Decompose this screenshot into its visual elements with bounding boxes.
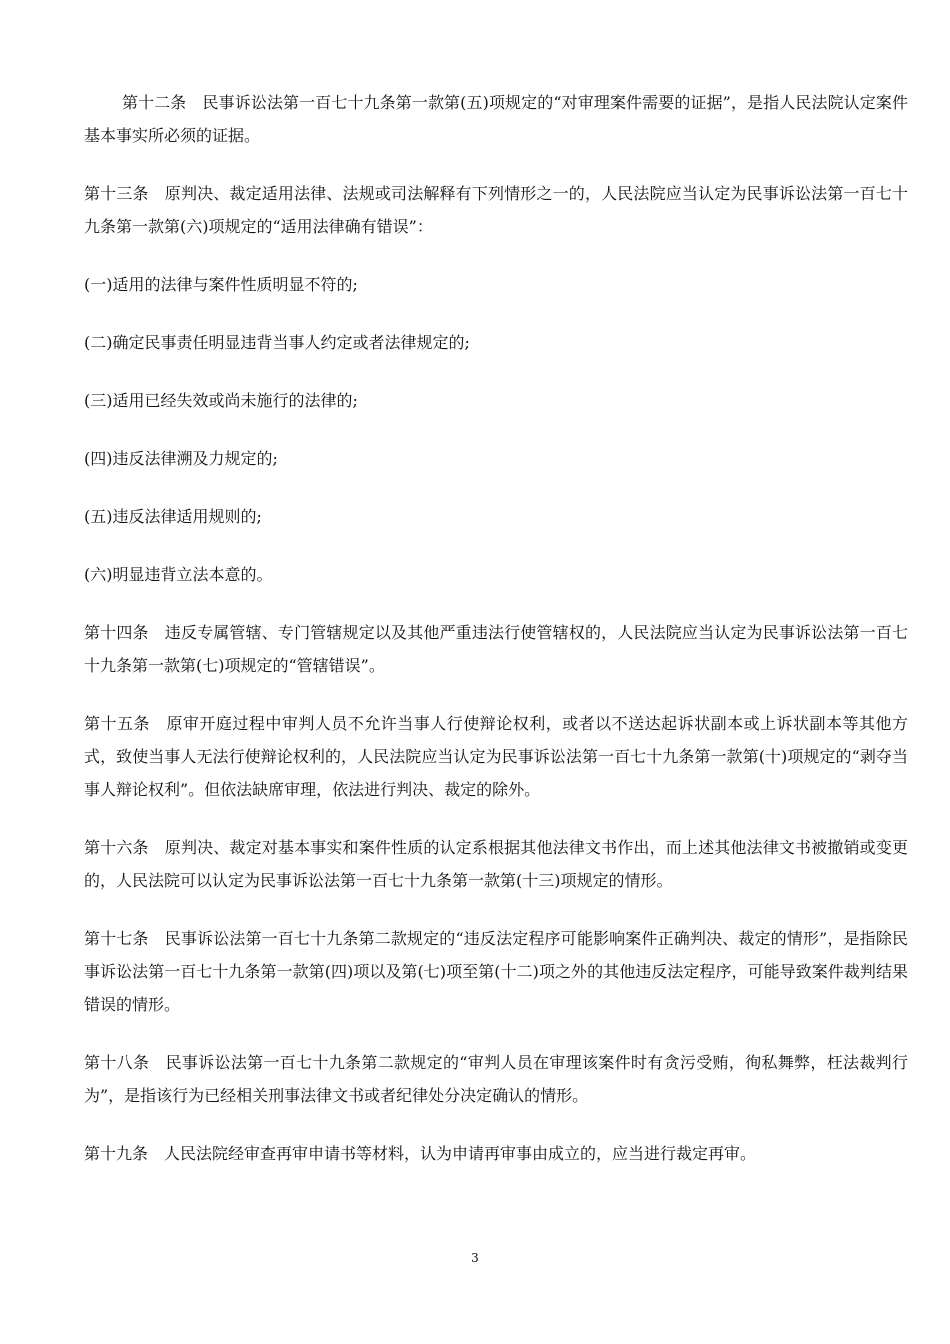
document-body [84,86,908,1195]
article-15: 第十五条 原审开庭过程中审判人员不允许当事人行使辩论权利，或者以不送达起诉状副本或上诉状副本等其他方式，致使当事人无法行使辩论权利的，人民法院应当认定为民事诉讼法第一百七十九条第一款第(十)项规定的“剥夺当事人辩论权利”。但依法缺席审理，依法进行判决、裁定的除外。 [84,714,908,799]
article-12: 第十二条 民事诉讼法第一百七十九条第一款第(五)项规定的“对审理案件需要的证据”，是指人民法院认定案件基本事实所必须的证据。 [84,93,908,145]
article-16: 第十六条 原判决、裁定对基本事实和案件性质的认定系根据其他法律文书作出，而上述其他法律文书被撤销或变更的，人民法院可以认定为民事诉讼法第一百七十九条第一款第(十三)项规定的情形。 [84,838,908,890]
article-19: 第十九条 人民法院经审查再审申请书等材料，认为申请再审事由成立的，应当进行裁定再审。 [84,1144,757,1163]
article-18: 第十八条 民事诉讼法第一百七十九条第二款规定的“审判人员在审理该案件时有贪污受贿，徇私舞弊，枉法裁判行为”，是指该行为已经相关刑事法律文书或者纪律处分决定确认的情形。 [84,1053,908,1105]
article-13-item-6: (六)明显违背立法本意的。 [84,565,273,584]
page-number: 3 [471,1251,479,1265]
article-13-item-4: (四)违反法律溯及力规定的; [84,449,278,468]
article-13-item-3: (三)适用已经失效或尚未施行的法律的; [84,391,358,410]
article-17: 第十七条 民事诉讼法第一百七十九条第二款规定的“违反法定程序可能影响案件正确判决、裁定的情形”，是指除民事诉讼法第一百七十九条第一款第(四)项以及第(七)项至第(十二)项之外的其他违反法定程序，可能导致案件裁判结果错误的情形。 [84,929,908,1014]
article-13-item-1: (一)适用的法律与案件性质明显不符的; [84,275,358,294]
article-13-item-5: (五)违反法律适用规则的; [84,507,262,526]
article-13: 第十三条 原判决、裁定适用法律、法规或司法解释有下列情形之一的，人民法院应当认定为民事诉讼法第一百七十九条第一款第(六)项规定的“适用法律确有错误”： [84,184,908,236]
article-14: 第十四条 违反专属管辖、专门管辖规定以及其他严重违法行使管辖权的，人民法院应当认定为民事诉讼法第一百七十九条第一款第(七)项规定的“管辖错误”。 [84,623,908,675]
article-13-item-2: (二)确定民事责任明显违背当事人约定或者法律规定的; [84,333,470,352]
